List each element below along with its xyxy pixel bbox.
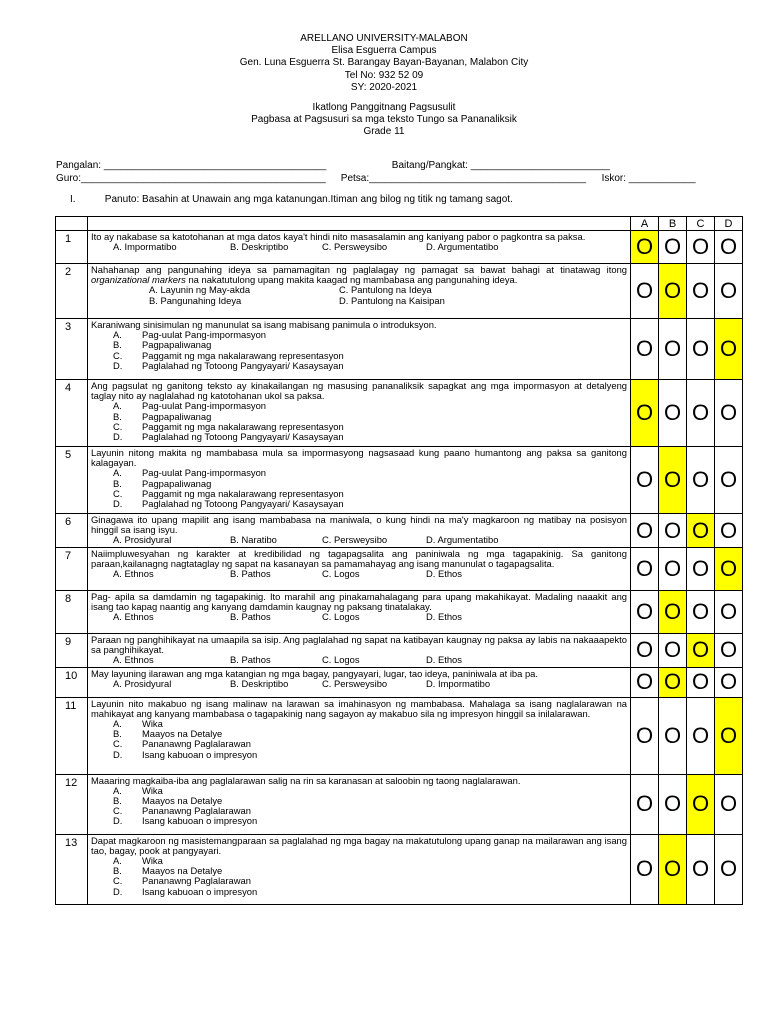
answer-bubble-a[interactable]: O xyxy=(631,774,659,834)
choice-text: Wika xyxy=(142,718,163,730)
answer-bubble-b[interactable]: O xyxy=(659,634,687,668)
answer-bubble-b-selected[interactable]: O xyxy=(659,264,687,319)
question-stem: Pag- apila sa damdamin ng tagapakinig. Ito marahil ang pinakamahalagang para upang makahikayat. Madaling naaakit ang isang tao kapag naantig ang kanyang damdamin kaugnay ng paksang tinatalakay. xyxy=(91,591,627,613)
answer-bubble-b-selected[interactable]: O xyxy=(659,591,687,634)
choice-item xyxy=(113,887,627,897)
answer-bubble-d-selected[interactable]: O xyxy=(715,548,743,591)
choice-item: C. Persweysibo xyxy=(322,241,388,253)
name-field[interactable]: Pangalan: ________________________________________ xyxy=(56,160,327,171)
question-stem: Maaaring magkaiba-iba ang paglalarawan salig na rin sa karanasan at saloobin ng taong naglalarawan. xyxy=(91,774,521,786)
choice-item: C. Logos xyxy=(322,568,360,580)
answer-bubble-c[interactable]: O xyxy=(687,591,715,634)
answer-bubble-b[interactable]: O xyxy=(659,774,687,834)
question-number: 12 xyxy=(56,774,88,834)
answer-bubble-a-selected[interactable]: O xyxy=(631,380,659,447)
choice-text: Wika xyxy=(142,855,163,867)
answer-bubble-c[interactable]: O xyxy=(687,667,715,697)
question-stem: Ito ay nakabase sa katotohanan at mga datos kaya't hindi nito masasalamin ang kaniyang pabor o pagkontra sa paksa. xyxy=(91,231,586,242)
answer-bubble-a-selected[interactable]: O xyxy=(631,231,659,264)
choice-item: A. Ethnos xyxy=(113,611,154,623)
choice-item: B. Deskriptibo xyxy=(230,677,289,689)
school-name: ARELLANO UNIVERSITY-MALABON xyxy=(300,33,468,44)
choices xyxy=(91,330,627,371)
question-row xyxy=(56,634,743,668)
choice-letter: B. xyxy=(113,865,122,877)
choice-item xyxy=(113,750,627,760)
answer-bubble-c[interactable]: O xyxy=(687,264,715,319)
question-stem: Paraan ng panghihikayat na umaapila sa isip. Ang paglalahad ng sapat na katibayan kaugnay ng paksa ay labis na nakaaapekto sa panghihikayat. xyxy=(91,634,627,656)
choices xyxy=(91,719,627,760)
question-text-cell xyxy=(88,634,631,668)
answer-bubble-c-selected[interactable]: O xyxy=(687,634,715,668)
answer-bubble-b[interactable]: O xyxy=(659,319,687,380)
choice-item: D. Ethos xyxy=(426,611,462,623)
answer-bubble-a[interactable]: O xyxy=(631,634,659,668)
answer-bubble-d[interactable]: O xyxy=(715,447,743,514)
answer-bubble-a[interactable]: O xyxy=(631,667,659,697)
choice-text: Pag-uulat Pang-impormasyon xyxy=(142,467,267,479)
choice-letter: B. xyxy=(113,728,122,740)
choice-text: Wika xyxy=(142,784,163,796)
teacher-info-row xyxy=(56,173,696,184)
choice-text: Pag-uulat Pang-impormasyon xyxy=(142,329,267,341)
answer-bubble-c[interactable]: O xyxy=(687,548,715,591)
question-row xyxy=(56,447,743,514)
answer-bubble-c[interactable]: O xyxy=(687,697,715,774)
answer-bubble-b[interactable]: O xyxy=(659,380,687,447)
question-row xyxy=(56,264,743,319)
choice-item: A. Impormatibo xyxy=(113,241,177,253)
score-field[interactable]: Iskor: ____________ xyxy=(601,173,696,184)
question-text-cell xyxy=(88,514,631,548)
answer-bubble-b[interactable]: O xyxy=(659,697,687,774)
choice-text: Maayos na Detalye xyxy=(142,795,223,807)
choice-letter: A. xyxy=(113,329,122,341)
choice-item: B. Naratibo xyxy=(230,534,277,546)
answer-bubble-c[interactable]: O xyxy=(687,319,715,380)
choices xyxy=(91,401,627,442)
student-info-row xyxy=(56,160,610,171)
choice-text: Paglalahad ng Totoong Pangyayari/ Kasaysayan xyxy=(142,498,344,510)
choice-text: Pag-uulat Pang-impormasyon xyxy=(142,400,267,412)
choice-letter: A. xyxy=(113,467,122,479)
question-text-cell xyxy=(88,447,631,514)
question-text-cell xyxy=(88,774,631,834)
question-number: 2 xyxy=(56,264,88,319)
question-stem: Layunin nito makabuo ng isang malinaw na larawan sa imahinasyon ng mambabasa. Mahalaga sa isang naglalarawan na mahikayat ang kanyang mambabasa o tagapakinig nang sagayon ay makabuo sila ng impresyon hinggil sa inilalarawan. xyxy=(91,697,627,719)
question-stem: Naiimpluwesyahan ng karakter at kredibilidad ng tagapagsalita ang paniniwala ng mga tagapakinig. Sa ganitong paraan,kailanagng nagtataglay ng sapat na kasanayan sa pamamahayag ang isang manunulat o tagapagsalita. xyxy=(91,548,627,570)
question-row xyxy=(56,231,743,264)
choice-text: Paggamit ng mga nakalarawang representasyon xyxy=(142,487,344,499)
answer-bubble-a[interactable]: O xyxy=(631,514,659,548)
answer-bubble-d[interactable]: O xyxy=(715,231,743,264)
answer-bubble-b-selected[interactable]: O xyxy=(659,667,687,697)
answer-bubble-b[interactable]: O xyxy=(659,231,687,264)
answer-bubble-d[interactable]: O xyxy=(715,834,743,904)
choice-item: B. Pathos xyxy=(230,611,271,623)
question-number: 6 xyxy=(56,514,88,548)
choice-letter: D. xyxy=(113,431,123,443)
choices xyxy=(91,535,627,545)
section-number: I. xyxy=(70,194,76,205)
column-header-a: A xyxy=(631,217,659,231)
question-text-cell xyxy=(88,231,631,264)
question-stem: May layuning ilarawan ang mga katangian ng mga bagay, pangyayari, lugar, tao ideya, paniniwala at iba pa. xyxy=(91,667,538,679)
answer-bubble-d[interactable]: O xyxy=(715,514,743,548)
answer-bubble-a[interactable]: O xyxy=(631,548,659,591)
choice-letter: D. xyxy=(113,815,123,827)
school-phone: Tel No: 932 52 09 xyxy=(344,69,424,81)
question-row xyxy=(56,834,743,904)
answer-bubble-d[interactable]: O xyxy=(715,774,743,834)
choice-item: A. Ethnos xyxy=(113,654,154,666)
choice-item: C. Persweysibo xyxy=(322,677,388,689)
subject-title: Pagbasa at Pagsusuri sa mga teksto Tungo sa Pananaliksik xyxy=(251,114,517,126)
choice-letter: C. xyxy=(113,487,123,499)
choice-letter: D. xyxy=(113,885,123,897)
choice-item: A. Prosidyural xyxy=(113,677,172,689)
question-number: 1 xyxy=(56,231,88,264)
choice-letter: C. xyxy=(113,349,123,361)
choice-item xyxy=(113,361,627,371)
answer-bubble-d[interactable]: O xyxy=(715,591,743,634)
column-header-d: D xyxy=(715,217,743,231)
question-number: 8 xyxy=(56,591,88,634)
grade-section-field[interactable]: Baitang/Pangkat: _________________________ xyxy=(391,160,610,171)
choice-text: Isang kabuoan o impresyon xyxy=(142,815,258,827)
answer-bubble-a[interactable]: O xyxy=(631,447,659,514)
choice-text: Pagpapaliwanag xyxy=(142,410,212,422)
choice-letter: C. xyxy=(113,420,123,432)
question-number: 10 xyxy=(56,667,88,697)
stem-emphasis: organizational markers xyxy=(91,274,186,286)
choice-text: Pananawng Paglalarawan xyxy=(142,805,251,817)
question-text-cell xyxy=(88,380,631,447)
choice-letter: B. xyxy=(113,410,122,422)
choice-item: A. Prosidyural xyxy=(113,534,172,546)
choice-text: Paglalahad ng Totoong Pangyayari/ Kasaysayan xyxy=(142,431,344,443)
choice-letter: A. xyxy=(113,784,122,796)
question-number: 11 xyxy=(56,697,88,774)
choice-letter: B. xyxy=(113,477,122,489)
choice-text: Paggamit ng mga nakalarawang representasyon xyxy=(142,420,344,432)
choices xyxy=(91,612,627,622)
question-text-cell xyxy=(88,667,631,697)
answer-bubble-d[interactable]: O xyxy=(715,634,743,668)
choice-letter: B. xyxy=(113,339,122,351)
question-stem: Karaniwang sinisimulan ng manunulat sa isang mabisang panimula o introduksyon. xyxy=(91,319,437,330)
question-number: 3 xyxy=(56,319,88,380)
school-year: SY: 2020-2021 xyxy=(350,81,418,93)
choice-letter: C. xyxy=(113,805,123,817)
choices xyxy=(91,856,627,897)
answer-bubble-c-selected[interactable]: O xyxy=(687,774,715,834)
question-row xyxy=(56,774,743,834)
question-row xyxy=(56,697,743,774)
choice-text: Maayos na Detalye xyxy=(142,728,223,740)
question-row xyxy=(56,514,743,548)
instructions xyxy=(70,194,513,205)
choice-text: Maayos na Detalye xyxy=(142,865,223,877)
question-stem xyxy=(91,265,627,285)
choices xyxy=(91,786,627,827)
choice-item: D. Ethos xyxy=(426,568,462,580)
choice-item: C. Pantulong na Ideya xyxy=(339,284,432,296)
choice-letter: A. xyxy=(113,855,122,867)
answer-bubble-a[interactable]: O xyxy=(631,319,659,380)
answer-bubble-a[interactable]: O xyxy=(631,697,659,774)
exam-title: Ikatlong Panggitnang Pagsusulit xyxy=(312,102,456,114)
question-text-cell xyxy=(88,264,631,319)
choice-item xyxy=(113,499,627,509)
answer-bubble-a[interactable]: O xyxy=(631,834,659,904)
choice-text: Pagpapaliwanag xyxy=(142,339,212,351)
choice-item: C. Logos xyxy=(322,654,360,666)
answer-bubble-d-selected[interactable]: O xyxy=(715,697,743,774)
question-text-cell xyxy=(88,591,631,634)
choices xyxy=(91,468,627,509)
choice-letter: D. xyxy=(113,498,123,510)
answer-bubble-d[interactable]: O xyxy=(715,380,743,447)
answer-table xyxy=(55,216,743,905)
answer-bubble-b-selected[interactable]: O xyxy=(659,834,687,904)
column-header-b: B xyxy=(659,217,687,231)
choice-text: Pananawng Paglalarawan xyxy=(142,738,251,750)
question-stem: Dapat magkaroon ng masistemangparaan sa paglalahad ng mga bagay na makatutulong upang ganap na mailarawan ang isang tao, bagay, pook at pangyayari. xyxy=(91,834,627,856)
choice-item: D. Pantulong na Kaisipan xyxy=(339,294,445,306)
choice-item: B. Pathos xyxy=(230,568,271,580)
column-header-c: C xyxy=(687,217,715,231)
answer-bubble-b[interactable]: O xyxy=(659,514,687,548)
question-row xyxy=(56,380,743,447)
question-text-cell xyxy=(88,319,631,380)
choices xyxy=(91,655,627,665)
choice-item: D. Ethos xyxy=(426,654,462,666)
answer-bubble-c[interactable]: O xyxy=(687,231,715,264)
grade-level: Grade 11 xyxy=(363,126,405,138)
teacher-field[interactable]: Guro:____________________________________________ xyxy=(56,173,326,184)
question-number: 4 xyxy=(56,380,88,447)
answer-bubble-b-selected[interactable]: O xyxy=(659,447,687,514)
stem-part: Nahahanap ang pangunahing ideya sa pamamagitan ng paglalagay ng pamagat sa bawat bahagi at tinatawag itong xyxy=(91,264,627,275)
question-row xyxy=(56,591,743,634)
answer-bubble-b[interactable]: O xyxy=(659,548,687,591)
question-row xyxy=(56,548,743,591)
choice-text: Isang kabuoan o impresyon xyxy=(142,748,258,760)
choice-text: Paglalahad ng Totoong Pangyayari/ Kasaysayan xyxy=(142,359,344,371)
answer-bubble-c[interactable]: O xyxy=(687,834,715,904)
question-stem: Ang pagsulat ng ganitong teksto ay kinakailangan ng masusing pananaliksik sapagkat ang mga impormasyon at detalyeng taglay nito ay naglalahad ng katotohanan ukol sa paksa. xyxy=(91,380,627,402)
question-stem: Ginagawa ito upang mapilit ang isang mambabasa na maniwala, o kung hindi na ma'y magkaroon ng matibay na posisyon hinggil sa isang isyu. xyxy=(91,514,627,536)
choice-item: B. Deskriptibo xyxy=(230,241,289,253)
choice-item: C. Logos xyxy=(322,611,360,623)
choice-item: A. Ethnos xyxy=(113,568,154,580)
choices xyxy=(91,679,627,689)
choice-letter: C. xyxy=(113,875,123,887)
stem-part: na nakatutulong upang makita kaagad ng mambabasa ang pangunahing ideya. xyxy=(188,274,518,286)
date-field[interactable]: Petsa:_______________________________________ xyxy=(340,173,587,184)
choice-item: D. Argumentatibo xyxy=(426,534,499,546)
choice-item: C. Persweysibo xyxy=(322,534,388,546)
choices xyxy=(91,285,627,305)
choices xyxy=(91,242,627,252)
choice-item: B. Pangunahing Ideya xyxy=(149,294,242,306)
choice-item: D. Argumentatibo xyxy=(426,241,499,253)
question-text-cell xyxy=(88,834,631,904)
question-text-cell xyxy=(88,697,631,774)
answer-bubble-c[interactable]: O xyxy=(687,447,715,514)
question-number: 9 xyxy=(56,634,88,668)
instruction-text: Panuto: Basahin at Unawain ang mga katanungan.Itiman ang bilog ng titik ng tamang sagot. xyxy=(104,194,513,205)
answer-bubble-d[interactable]: O xyxy=(715,667,743,697)
choice-item xyxy=(113,432,627,442)
choices xyxy=(91,569,627,579)
question-stem: Layunin nitong makita ng mambabasa mula sa impormasyong nagsasaad kung paano humantong ang paksa sa ganitong kalagayan. xyxy=(91,447,627,469)
choice-text: Isang kabuoan o impresyon xyxy=(142,885,258,897)
choice-item: D. Impormatibo xyxy=(426,677,491,689)
choice-item: B. Pathos xyxy=(230,654,271,666)
table-header-row xyxy=(56,217,743,231)
question-text-cell xyxy=(88,548,631,591)
question-number: 13 xyxy=(56,834,88,904)
question-row xyxy=(56,667,743,697)
choice-letter: C. xyxy=(113,738,123,750)
question-number: 7 xyxy=(56,548,88,591)
choice-letter: D. xyxy=(113,359,123,371)
choice-text: Paggamit ng mga nakalarawang representasyon xyxy=(142,349,344,361)
choice-item: A. Layunin ng May-akda xyxy=(149,284,251,296)
campus-name: Elisa Esguerra Campus xyxy=(331,45,437,57)
answer-bubble-a[interactable]: O xyxy=(631,591,659,634)
answer-bubble-a[interactable]: O xyxy=(631,264,659,319)
choice-letter: B. xyxy=(113,795,122,807)
choice-text: Pagpapaliwanag xyxy=(142,477,212,489)
answer-bubble-d[interactable]: O xyxy=(715,264,743,319)
answer-bubble-c[interactable]: O xyxy=(687,380,715,447)
school-header xyxy=(0,33,768,139)
choice-text: Pananawng Paglalarawan xyxy=(142,875,251,887)
choice-item xyxy=(113,816,627,826)
answer-bubble-c-selected[interactable]: O xyxy=(687,514,715,548)
choice-letter: D. xyxy=(113,748,123,760)
choice-letter: A. xyxy=(113,718,122,730)
school-address: Gen. Luna Esguerra St. Barangay Bayan-Bayanan, Malabon City xyxy=(239,57,529,69)
choice-letter: A. xyxy=(113,400,122,412)
answer-bubble-d-selected[interactable]: O xyxy=(715,319,743,380)
question-row xyxy=(56,319,743,380)
question-number: 5 xyxy=(56,447,88,514)
